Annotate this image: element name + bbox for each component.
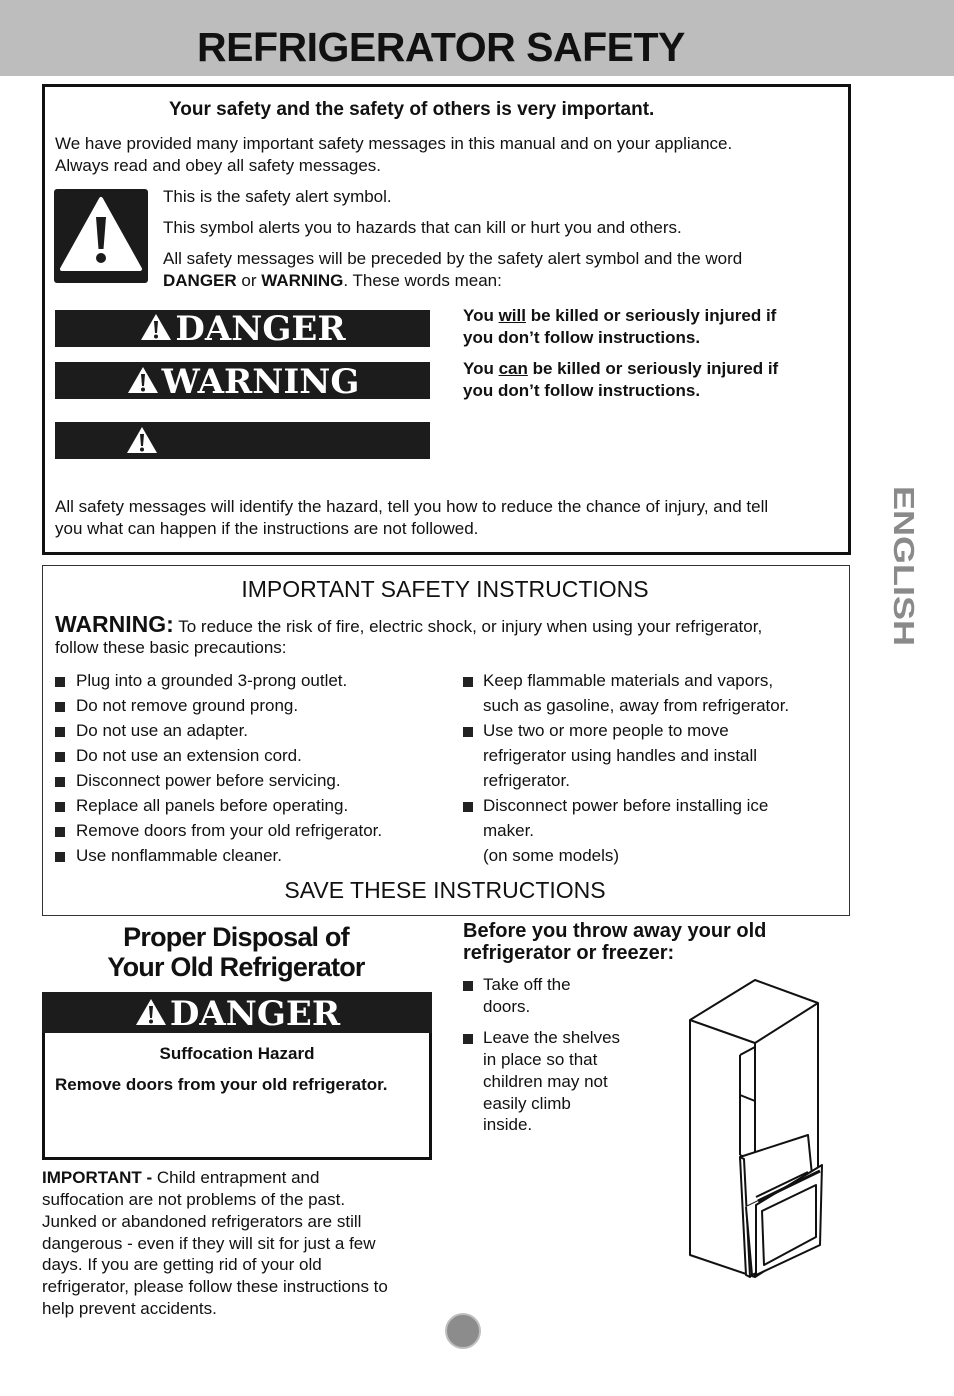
danger-signal-bar <box>55 310 430 347</box>
symbol-line-4 <box>163 270 502 292</box>
danger-meaning-line-2: you don’t follow instructions. <box>463 328 701 347</box>
bullet-icon <box>463 1034 473 1044</box>
before-heading-line-1: Before you throw away your old <box>463 920 767 942</box>
safety-heading: Your safety and the safety of others is very important. <box>169 99 655 120</box>
footer-line-1: All safety messages will identify the hazard, tell you how to reduce the chance of injury, and tell <box>55 497 769 516</box>
language-tab <box>880 486 928 648</box>
right-item-2-line-2: refrigerator using handles and install <box>483 746 758 765</box>
disposal-danger-label: DANGER <box>169 994 341 1034</box>
danger-word: DANGER <box>163 271 237 290</box>
disposal-title-line-2: Your Old Refrigerator <box>107 952 365 982</box>
right-item-1-line-2: such as gasoline, away from refrigerator. <box>483 696 790 715</box>
disposal-title-line-1: Proper Disposal of <box>123 922 349 952</box>
step-2-line-1: Leave the shelves <box>483 1028 621 1047</box>
alert-triangle-icon <box>54 189 148 283</box>
danger-meaning-word: will <box>498 306 526 325</box>
refrigerator-illustration <box>680 975 830 1280</box>
left-item-7: Remove doors from your old refrigerator. <box>76 821 383 840</box>
bullet-icon <box>463 981 473 991</box>
right-item-2-line-3: refrigerator. <box>483 771 570 790</box>
important-line-4: dangerous - even if they will sit for just a few <box>42 1234 376 1253</box>
caution-signal-bar <box>55 422 430 459</box>
symbol-line-3: All safety messages will be preceded by the safety alert symbol and the word <box>163 249 743 268</box>
alert-triangle-icon <box>125 425 159 455</box>
danger-signal-label: DANGER <box>175 309 346 349</box>
left-item-3: Do not use an adapter. <box>76 721 249 740</box>
warning-label: WARNING: <box>55 611 174 637</box>
warning-meaning-pre: You <box>463 359 499 378</box>
bullet-icon <box>463 727 473 737</box>
warning-meaning-line-1 <box>463 358 778 380</box>
step-2-line-4: easily climb <box>483 1094 571 1113</box>
before-heading-line-2: refrigerator or freezer: <box>463 942 675 964</box>
safety-alert-symbol <box>54 189 148 283</box>
danger-meaning-line-1 <box>463 305 776 327</box>
bullet-icon <box>55 777 65 787</box>
warning-meaning-line-2: you don’t follow instructions. <box>463 381 701 400</box>
left-item-4: Do not use an extension cord. <box>76 746 302 765</box>
warning-paragraph-line-1 <box>55 611 762 638</box>
bullet-icon <box>55 827 65 837</box>
hazard-title: Suffocation Hazard <box>159 1044 315 1063</box>
page-title: REFRIGERATOR SAFETY <box>197 24 685 70</box>
symbol-line-1: This is the safety alert symbol. <box>163 187 392 206</box>
bullet-icon <box>55 702 65 712</box>
right-item-1-line-1: Keep flammable materials and vapors, <box>483 671 774 690</box>
warning-signal-bar <box>55 362 430 402</box>
danger-meaning-pre: You <box>463 306 499 325</box>
step-1-line-1: Take off the <box>483 975 571 994</box>
symbol-line-4-rest: . These words mean: <box>343 271 502 290</box>
symbol-line-2: This symbol alerts you to hazards that can kill or hurt you and others. <box>163 218 682 237</box>
warning-paragraph-line-2: follow these basic precautions: <box>55 638 287 657</box>
danger-meaning-post: be killed or seriously injured if <box>525 306 777 325</box>
alert-triangle-icon <box>126 364 160 405</box>
left-item-8: Use nonflammable cleaner. <box>76 846 283 865</box>
right-item-2-line-1: Use two or more people to move <box>483 721 729 740</box>
bullet-icon <box>463 802 473 812</box>
warning-signal-label: WARNING <box>161 362 360 402</box>
bullet-icon <box>463 677 473 687</box>
important-line-6: refrigerator, please follow these instructions to <box>42 1277 388 1296</box>
left-item-2: Do not remove ground prong. <box>76 696 299 715</box>
hazard-instruction: Remove doors from your old refrigerator. <box>55 1075 388 1094</box>
important-line-3: Junked or abandoned refrigerators are still <box>42 1212 362 1231</box>
footer-line-2: you what can happen if the instructions are not followed. <box>55 519 479 538</box>
bullet-icon <box>55 727 65 737</box>
intro-line-2: Always read and obey all safety messages. <box>55 156 382 175</box>
left-item-1: Plug into a grounded 3-prong outlet. <box>76 671 348 690</box>
right-item-3-line-3: (on some models) <box>483 846 620 865</box>
intro-line-1: We have provided many important safety messages in this manual and on your appliance. <box>55 134 733 153</box>
left-item-6: Replace all panels before operating. <box>76 796 349 815</box>
disposal-danger-bar <box>42 992 432 1033</box>
step-2-line-2: in place so that <box>483 1050 598 1069</box>
alert-triangle-icon <box>134 994 168 1039</box>
or-word: or <box>236 271 262 290</box>
important-line-7: help prevent accidents. <box>42 1299 217 1318</box>
right-item-3-line-2: maker. <box>483 821 535 840</box>
bullet-icon <box>55 677 65 687</box>
warning-meaning-word: can <box>498 359 528 378</box>
warning-text: To reduce the risk of fire, electric shock, or injury when using your refrigerator, <box>173 617 763 636</box>
step-2-line-3: children may not <box>483 1072 608 1091</box>
important-label: IMPORTANT - <box>42 1168 153 1187</box>
step-1-line-2: doors. <box>483 997 531 1016</box>
important-line-1 <box>42 1167 319 1189</box>
important-line-5: days. If you are getting rid of your old <box>42 1255 322 1274</box>
bullet-icon <box>55 852 65 862</box>
important-text: Child entrapment and <box>152 1168 320 1187</box>
right-item-3-line-1: Disconnect power before installing ice <box>483 796 769 815</box>
alert-triangle-icon <box>139 312 173 351</box>
step-2-line-5: inside. <box>483 1115 533 1134</box>
instructions-title: IMPORTANT SAFETY INSTRUCTIONS <box>241 576 649 602</box>
save-instructions: SAVE THESE INSTRUCTIONS <box>284 877 606 903</box>
important-line-2: suffocation are not problems of the past. <box>42 1190 346 1209</box>
language-tab-label: ENGLISH <box>887 486 919 615</box>
warning-meaning-post: be killed or seriously injured if <box>527 359 779 378</box>
page-marker <box>445 1313 481 1349</box>
bullet-icon <box>55 752 65 762</box>
bullet-icon <box>55 802 65 812</box>
left-item-5: Disconnect power before servicing. <box>76 771 341 790</box>
warning-word: WARNING <box>261 271 344 290</box>
